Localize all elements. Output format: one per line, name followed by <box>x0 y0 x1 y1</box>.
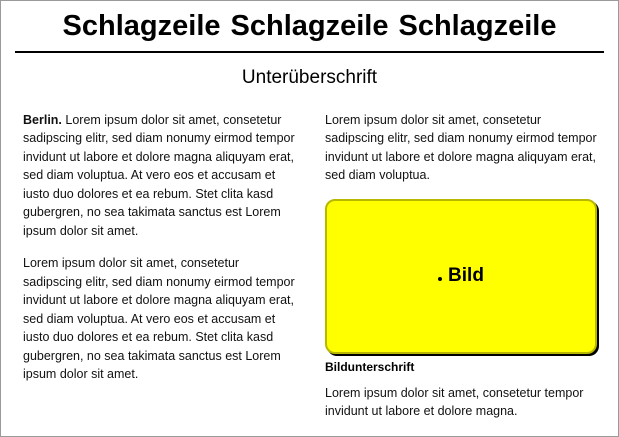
headline-word-2: Schlagzeile <box>230 10 389 42</box>
headline-word-3: Schlagzeile <box>398 10 557 42</box>
image-placeholder-label: Bild <box>448 265 484 287</box>
article-columns <box>1 111 618 435</box>
column-left <box>23 111 299 435</box>
left-paragraph-2: Lorem ipsum dolor sit amet, consetetur sadipscing elitr, sed diam nonumy eirmod tempor invidunt ut labore et dolore magna aliquyam erat, sed diam voluptua. At vero eos et accusam et iusto duo dolores et ea rebum. Stet clita kasd gubergren, no sea takimata sanctus est Lorem ipsum dolor sit amet. <box>23 256 295 382</box>
page-headline <box>1 11 618 43</box>
right-paragraph-1: Lorem ipsum dolor sit amet, consetetur sadipscing elitr, sed diam nonumy eirmod tempor invidunt ut labore et dolore magna aliquyam erat, sed diam voluptua. <box>325 112 597 183</box>
page-subheadline: Unterüberschrift <box>241 66 378 88</box>
image-caption: Bildunterschrift <box>325 359 415 374</box>
bullet-icon <box>438 277 442 281</box>
figure <box>325 199 597 374</box>
headline-divider <box>15 51 604 53</box>
headline-word-1: Schlagzeile <box>62 10 221 42</box>
left-paragraph-1 <box>23 111 299 241</box>
left-paragraph-1-text: Lorem ipsum dolor sit amet, consetetur sadipscing elitr, sed diam nonumy eirmod tempor invidunt ut labore et dolore magna aliquyam erat, sed diam voluptua. At vero eos et accusam et iusto duo dolores et ea rebum. Stet clita kasd gubergren, no sea takimata sanctus est Lorem ipsum dolor sit amet. <box>23 112 295 238</box>
image-placeholder <box>325 199 597 354</box>
dateline: Berlin. <box>23 112 62 127</box>
column-right <box>325 111 597 435</box>
right-paragraph-2: Lorem ipsum dolor sit amet, consetetur tempor invidunt ut labore et dolore magna. <box>325 385 584 419</box>
